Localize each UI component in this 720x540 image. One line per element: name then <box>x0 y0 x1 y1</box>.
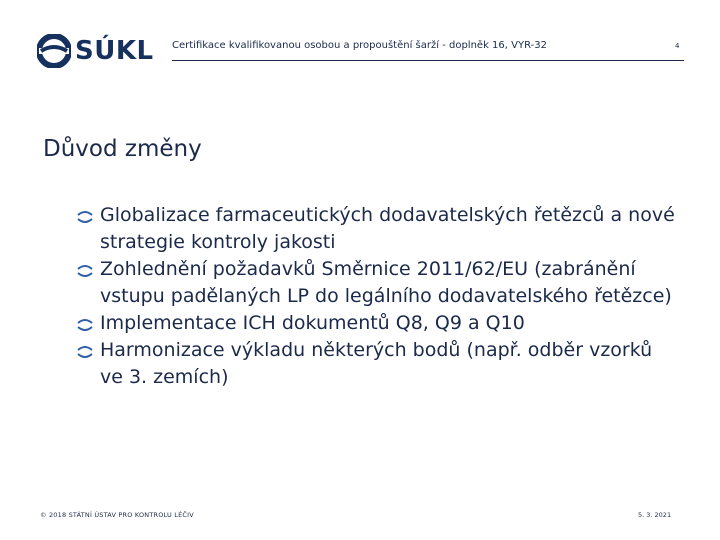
header-divider <box>172 60 684 61</box>
sukl-logo <box>37 34 154 68</box>
footer-date: 5. 3. 2021 <box>638 511 672 519</box>
swirl-bullet-icon <box>76 345 94 359</box>
slide-title: Důvod změny <box>43 136 202 162</box>
footer-copyright: © 2018 STÁTNÍ ÚSTAV PRO KONTROLU LÉČIV <box>40 511 194 519</box>
bullet-list <box>76 202 676 391</box>
bullet-text: Harmonizace výkladu některých bodů (např. odběr vzorků ve 3. zemích) <box>100 339 653 388</box>
bullet-text: Implementace ICH dokumentů Q8, Q9 a Q10 <box>100 312 525 334</box>
logo-text: SÚKL <box>75 36 154 66</box>
bullet-item <box>76 310 676 337</box>
header-title: Certifikace kvalifikovanou osobou a propouštění šarží - doplněk 16, VYR-32 <box>172 40 547 51</box>
bullet-item <box>76 337 676 391</box>
bullet-text: Globalizace farmaceutických dodavatelských řetězců a nové strategie kontroly jakosti <box>100 204 675 253</box>
bullet-item <box>76 256 676 310</box>
page-number: 4 <box>675 42 680 50</box>
swirl-bullet-icon <box>76 210 94 224</box>
bullet-item <box>76 202 676 256</box>
swirl-bullet-icon <box>76 264 94 278</box>
sukl-logo-icon <box>37 34 71 68</box>
swirl-bullet-icon <box>76 318 94 332</box>
bullet-text: Zohlednění požadavků Směrnice 2011/62/EU (zabránění vstupu padělaných LP do legálního dodavatelského řetězce) <box>100 258 672 307</box>
